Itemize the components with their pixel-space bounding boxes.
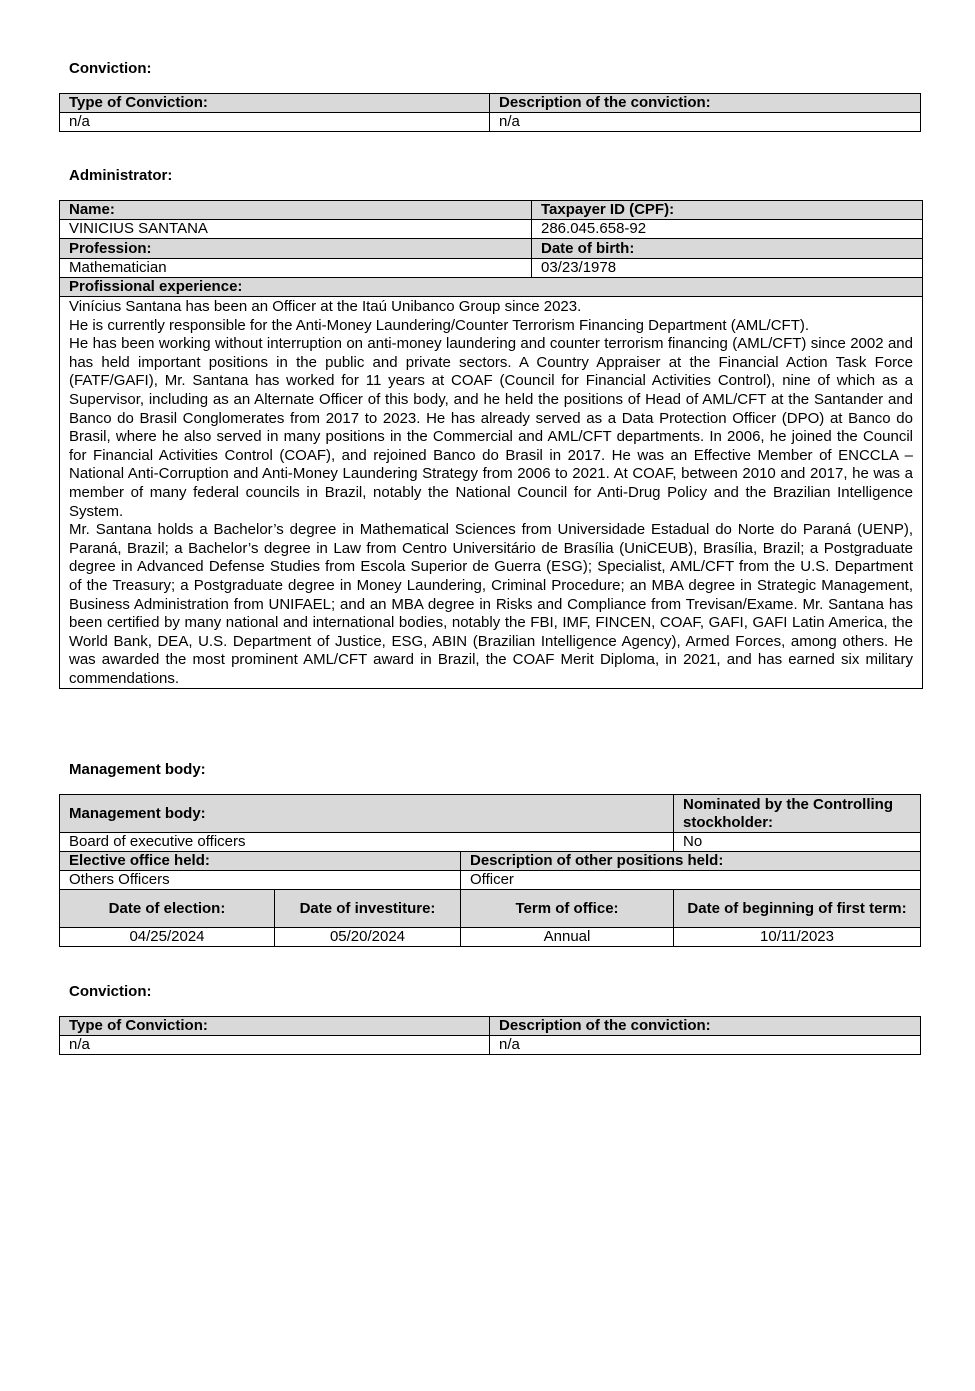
conviction-table-2 bbox=[59, 1016, 921, 1055]
first-term-start-label: Date of beginning of first term: bbox=[674, 890, 921, 928]
other-positions-label: Description of other positions held: bbox=[461, 852, 921, 871]
profession-value: Mathematician bbox=[60, 259, 532, 278]
professional-experience-label: Profissional experience: bbox=[60, 278, 923, 297]
term-of-office-value: Annual bbox=[461, 928, 674, 947]
date-of-investiture-value: 05/20/2024 bbox=[275, 928, 461, 947]
other-positions-value: Officer bbox=[461, 871, 921, 890]
date-of-election-value: 04/25/2024 bbox=[60, 928, 275, 947]
type-of-conviction-value: n/a bbox=[60, 1036, 490, 1055]
type-of-conviction-value: n/a bbox=[60, 113, 490, 132]
conviction-description-value: n/a bbox=[490, 113, 921, 132]
term-of-office-label: Term of office: bbox=[461, 890, 674, 928]
elective-office-value: Others Officers bbox=[60, 871, 461, 890]
experience-paragraph: Mr. Santana holds a Bachelor’s degree in Mathematical Sciences from Universidade Estadual do Norte do Paraná (UENP), Paraná, Brazil; a Bachelor’s degree in Law from Centro Universitário de Brasília (UniCEUB), Brasília, Brazil; a Postgraduate degree in Advanced Defense Studies from Escola Superior de Guerra (ESG); Specialist, AML/CFT from the U.S. Department of the Treasury; a Postgraduate degree in Money Laundering, Criminal Procedure; an MBA degree in Strategic Management, Business Administration from UNIFAEL; and an MBA degree in Risks and Compliance from Trevisan/Exame. Mr. Santana has been certified by many national and international bodies, notably the FBI, IMF, FINCEN, COAF, GAFI, GAFI Latin America, the World Bank, DEA, U.S. Department of Justice, ESG, ABIN (Brazilian Intelligence Agency), Armed Forces, among others. He was awarded the most prominent AML/CFT award in Brazil, the COAF Merit Diploma, in 2021, and has earned six military commendations. bbox=[69, 521, 913, 687]
management-body-table bbox=[59, 794, 921, 947]
type-of-conviction-label: Type of Conviction: bbox=[60, 1017, 490, 1036]
date-of-election-label: Date of election: bbox=[60, 890, 275, 928]
date-of-birth-value: 03/23/1978 bbox=[532, 259, 923, 278]
nominated-label: Nominated by the Controlling stockholder: bbox=[674, 795, 921, 833]
conviction-description-label: Description of the conviction: bbox=[490, 1017, 921, 1036]
management-body-label: Management body: bbox=[60, 795, 674, 833]
type-of-conviction-label: Type of Conviction: bbox=[60, 94, 490, 113]
name-value: VINICIUS SANTANA bbox=[60, 220, 532, 239]
profession-label: Profession: bbox=[60, 239, 532, 259]
date-of-birth-label: Date of birth: bbox=[532, 239, 923, 259]
experience-paragraph: Vinícius Santana has been an Officer at the Itaú Unibanco Group since 2023. bbox=[69, 298, 582, 315]
date-of-investiture-label: Date of investiture: bbox=[275, 890, 461, 928]
conviction-heading-2: Conviction: bbox=[69, 983, 152, 1000]
experience-paragraph: He has been working without interruption on anti-money laundering and counter terrorism financing (AML/CFT) since 2002 and has held important positions in the public and private sectors. A Country Appraiser at the Financial Action Task Force (FATF/GAFI), Mr. Santana has worked for 11 years at COAF (Council for Financial Activities Control), nine of which as a Supervisor, including as an Alternate Officer of this body, and he held the positions of Head of AML/CFT at the Santander and Banco do Brasil Conglomerates from 2017 to 2023. He has already served as a Data Protection Officer (DPO) at Banco do Brasil, where he also served in many positions in the Commercial and AML/CFT departments. In 2006, he joined the Council for Financial Activities Control (COAF), and rejoined Banco do Brasil in 2017. He was an Effective Member of ENCCLA – National Anti-Corruption and Anti-Money Laundering Strategy from 2006 to 2021. At COAF, between 2010 and 2017, he was a member of many federal councils in Brazil, notably the National Council for Anti-Drug Policy and the Brazilian Intelligence System. bbox=[69, 335, 913, 520]
administrator-table bbox=[59, 200, 923, 689]
conviction-description-label: Description of the conviction: bbox=[490, 94, 921, 113]
professional-experience-text bbox=[60, 297, 923, 689]
conviction-description-value: n/a bbox=[490, 1036, 921, 1055]
management-body-heading: Management body: bbox=[69, 761, 206, 778]
cpf-value: 286.045.658-92 bbox=[532, 220, 923, 239]
name-label: Name: bbox=[60, 201, 532, 220]
conviction-table bbox=[59, 93, 921, 132]
conviction-heading: Conviction: bbox=[69, 60, 152, 77]
administrator-heading: Administrator: bbox=[69, 167, 173, 184]
elective-office-label: Elective office held: bbox=[60, 852, 461, 871]
experience-paragraph: He is currently responsible for the Anti-Money Laundering/Counter Terrorism Financing Department (AML/CFT). bbox=[69, 316, 810, 334]
first-term-start-value: 10/11/2023 bbox=[674, 928, 921, 947]
management-body-value: Board of executive officers bbox=[60, 833, 674, 852]
cpf-label: Taxpayer ID (CPF): bbox=[532, 201, 923, 220]
nominated-value: No bbox=[674, 833, 921, 852]
